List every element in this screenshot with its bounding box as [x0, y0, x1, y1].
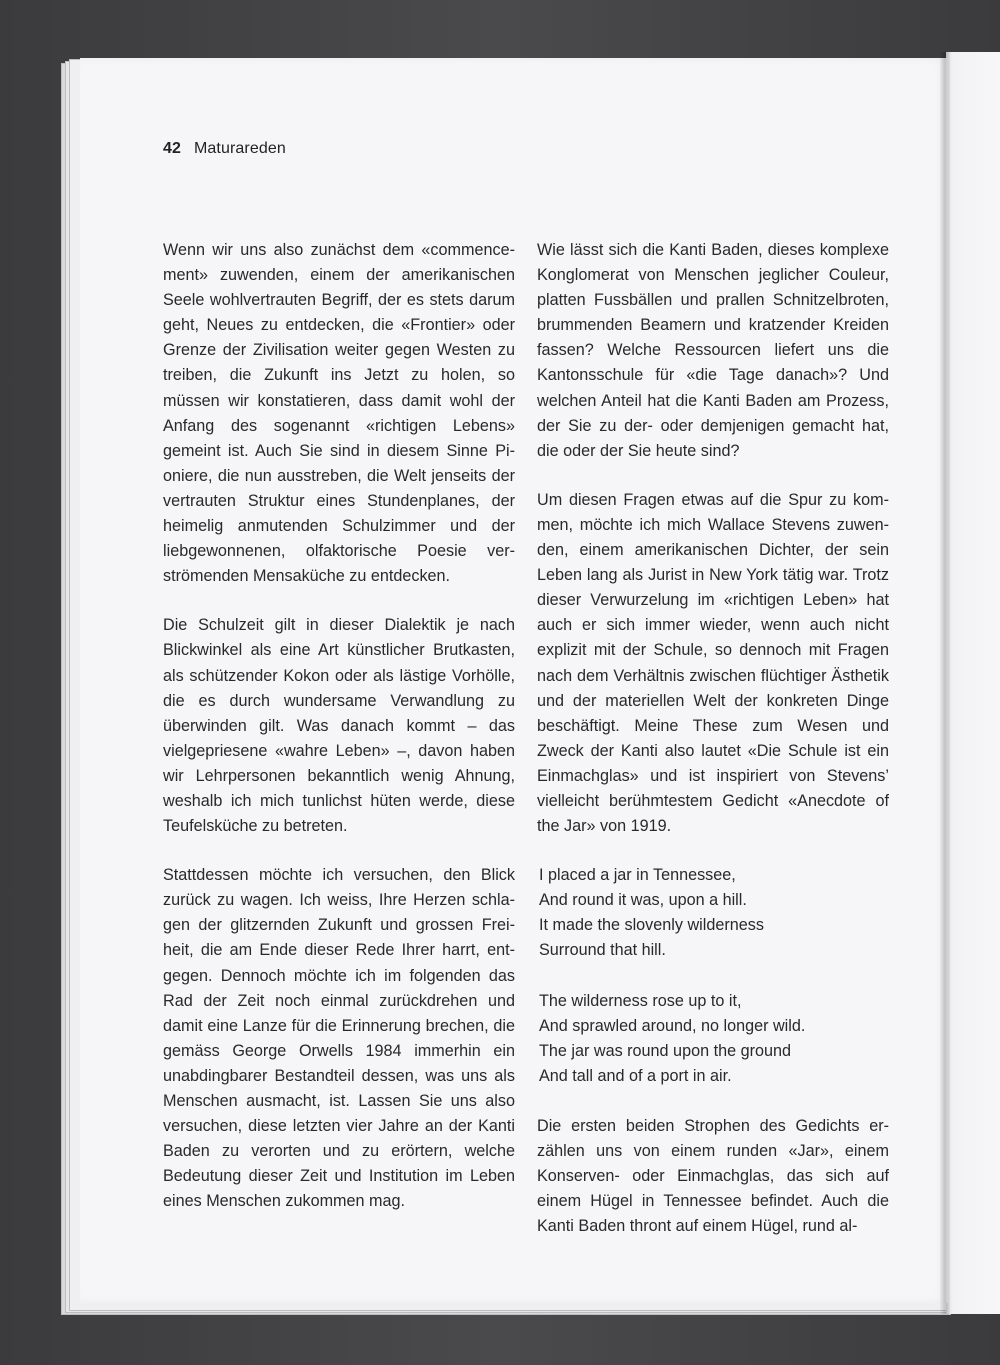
running-header	[163, 140, 286, 164]
poem-line: It made the slovenly wilderness	[539, 916, 764, 935]
left-column	[163, 238, 515, 1238]
facing-page-edge	[946, 52, 1000, 1314]
poem-line: The wilderness rose up to it,	[539, 991, 742, 1010]
body-paragraph: Wie lässt sich die Kanti Baden, dieses komplexe Konglomerat von Menschen jeglicher Couleur, platten Fussbällen und prallen Schnitzelbroten, brummenden Beamern und kratzender Kreiden fassen? Welche Ressourcen liefert uns die Kantonsschule für «die Tage danach»? Und welchen Anteil hat die Kanti Baden am Prozess, der Sie zu der- oder demjenigen gemacht hat, die oder der Sie heute sind?	[537, 241, 889, 460]
body-paragraph: Um diesen Fragen etwas auf die Spur zu kommen, möchte ich mich Wallace Stevens zuwenden, einem amerikanischen Dichter, der sein Leben lang als Jurist in New York tätig war. Trotz dieser Verwurzelung im «richtigen Leben» hat auch er sich immer wieder, wenn auch nicht explizit mit der Schule, so dennoch mit Fragen nach dem Verhältnis zwischen flüchtiger Ästhetik und der materiellen Welt der konkreten Dinge beschäftigt. Meine These zum Wesen und Zweck der Kanti also lautet «Die Schule ist ein Einmachglas» und ist inspiriert von Stevens’ vielleicht berühmtestem Gedicht «Anecdote of the Jar» von 1919.	[537, 490, 889, 836]
body-paragraph: Wenn wir uns also zunächst dem «commencement» zuwenden, einem der amerikanischen Seele wohlvertrauten Begriff, der es stets darum geht, Neues zu entdecken, die «Frontier» oder Grenze der Zivilisation weiter gegen Westen zu treiben, die Zukunft ins Jetzt zu holen, so müssen wir konstatieren, dass damit wohl der Anfang des sogenannt «richtigen Lebens» gemeint ist. Auch Sie sind in diesem Sinne Pioniere, die nun ausstreben, die Welt jenseits der vertrauten Struktur eines Stundenplanes, der heimelig anmutenden Schulzimmer und der liebgewonnenen, olfaktorische Poesie verströmenden Mensaküche zu entdecken.	[163, 241, 515, 586]
poem-stanza	[539, 863, 889, 963]
page-number: 42	[163, 140, 181, 157]
body-paragraph: Die Schulzeit gilt in dieser Dialektik je nach Blickwinkel als eine Art künstlicher Brutkasten, als schützender Kokon oder als lästige Vorhölle, die es durch wundersame Verwandlung zu überwinden gilt. Was danach kommt – das vielgepriesene «wahre Leben» –, davon haben wir Lehrpersonen bekanntlich wenig Ahnung, weshalb ich mich tunlichst hüten werde, diese Teufelsküche zu betreten.	[163, 616, 515, 836]
poem-line: Surround that hill.	[539, 941, 666, 960]
book-gutter	[940, 52, 950, 1314]
section-title: Maturareden	[194, 140, 286, 157]
poem-stanza	[539, 989, 889, 1089]
poem-line: And round it was, upon a hill.	[539, 891, 747, 910]
poem-line: I placed a jar in Tennessee,	[539, 866, 736, 885]
body-paragraph: Stattdessen möchte ich versuchen, den Blick zurück zu wagen. Ich weiss, Ihre Herzen schlagen der glitzernden Zukunft und grossen Freiheit, die am Ende dieser Rede Ihrer harrt, entgegen. Dennoch möchte ich im folgenden das Rad der Zeit noch einmal zurückdrehen und damit eine Lanze für die Erinnerung brechen, die gemäss George Orwells 1984 immerhin ein unabdingbarer Bestandteil dessen, was uns als Menschen ausmacht, ist. Lassen Sie uns also versuchen, diese letzten vier Jahre an der Kanti Baden zu verorten und zu erörtern, welche Bedeutung dieser Zeit und Institution im Leben eines Menschen zukommen mag.	[163, 866, 515, 1211]
poem-line: And sprawled around, no longer wild.	[539, 1016, 806, 1035]
body-paragraph: Die ersten beiden Strophen des Gedichts erzählen uns von einem runden «Jar», einem Konserven- oder Einmachglas, das sich auf einem Hügel in Tennessee befindet. Auch die Kanti Baden thront auf einem Hügel, rund al-	[537, 1116, 889, 1236]
right-column	[537, 238, 889, 1263]
poem-line: The jar was round upon the ground	[539, 1041, 791, 1060]
poem-line: And tall and of a port in air.	[539, 1066, 732, 1085]
